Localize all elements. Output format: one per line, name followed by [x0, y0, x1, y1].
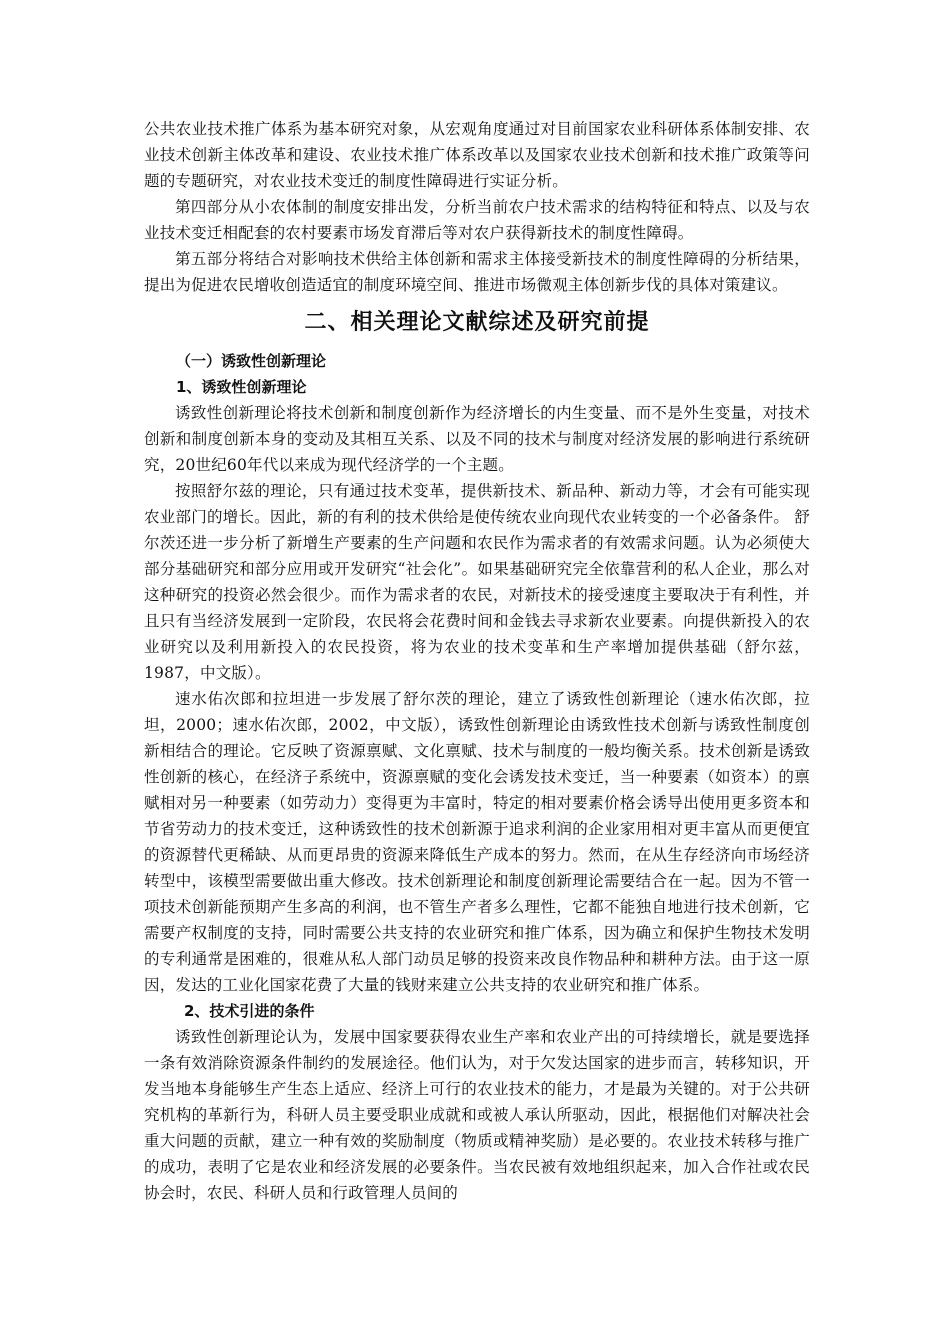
- paragraph-part-four: 第四部分从小农体制的制度安排出发，分析当前农户技术需求的结构特征和特点、以及与农业技术变迁相配套的农村要素市场发育滞后等对农户获得新技术的制度性障碍。: [144, 198, 810, 242]
- paragraph-schultz-theory: 按照舒尔兹的理论，只有通过技术变革，提供新技术、新品种、新动力等，才会有可能实现农业部门的增长。因此，新的有利的技术供给是使传统农业向现代农业转变的一个必备条件。 舒尔茨还进一步分析了新增生产要素的生产问题和农民作为需求者的有效需求问题。认为必须使大部分基础研究和部分应用或开发研究“社会化”。如果基础研究完全依靠营利的私人企业，那么对这种研究的投资必然会很少。而作为需求者的农民，对新技术的接受速度主要取决于有利性，并且只有当经济发展到一定阶段，农民将会花费时间和金钱去寻求新农业要素。向提供新投入的农业研究以及利用新投入的农民投资，将为农业的技术变革和生产率增加提供基础（舒尔兹，1987，中文版）。: [144, 482, 810, 682]
- paragraph-hayami-ruttan: 速水佑次郎和拉坦进一步发展了舒尔茨的理论，建立了诱致性创新理论（速水佑次郎，拉坦，2000；速水佑次郎，2002，中文版），诱致性创新理论由诱致性技术创新与诱致性制度创新相结合的理论。它反映了资源禀赋、文化禀赋、技术与制度的一般均衡关系。技术创新是诱致性创新的核心，在经济子系统中，资源禀赋的变化会诱发技术变迁，当一种要素（如资本）的禀赋相对另一种要素（如劳动力）变得更为丰富时，特定的相对要素价格会诱导出使用更多资本和节省劳动力的技术变迁，这种诱致性的技术创新源于追求利润的企业家用相对更丰富从而更便宜的资源替代更稀缺、从而更昂贵的资源来降低生产成本的努力。然而，在从生存经济向市场经济转型中，该模型需要做出重大修改。技术创新理论和制度创新理论需要结合在一起。因为不管一项技术创新能预期产生多高的利润，也不管生产者多么理性，它都不能独自地进行技术创新，它需要产权制度的支持，同时需要公共支持的农业研究和推广体系，因为确立和保护生物技术发明的专利通常是困难的，很难从私人部门动员足够的投资来改良作物品种和耕种方法。由于这一原因，发达的工业化国家花费了大量的钱财来建立公共支持的农业研究和推广体系。: [144, 690, 810, 994]
- paragraph-part-five: 第五部分将结合对影响技术供给主体创新和需求主体接受新技术的制度性障碍的分析结果，提出为促进农民增收创造适宜的制度环境空间、推进市场微观主体创新步伐的具体对策建议。: [144, 250, 810, 294]
- section-title: 二、相关理论文献综述及研究前提: [304, 310, 650, 335]
- paragraph-continuation: 公共农业技术推广体系为基本研究对象，从宏观角度通过对目前国家农业科研体系体制安排、农业技术创新主体改革和建设、农业技术推广体系改革以及国家农业技术创新和技术推广政策等问题的专题研究，对农业技术变迁的制度性障碍进行实证分析。: [144, 120, 810, 190]
- document-page: [144, 116, 810, 1206]
- sub-subsection-title-2: 2、技术引进的条件: [184, 1002, 315, 1020]
- subsection-title: （一）诱致性创新理论: [176, 352, 327, 370]
- paragraph-induced-innovation-intro: 诱致性创新理论将技术创新和制度创新作为经济增长的内生变量、而不是外生变量，对技术创新和制度创新本身的变动及其相互关系、以及不同的技术与制度对经济发展的影响进行系统研究，20世纪60年代以来成为现代经济学的一个主题。: [144, 404, 810, 474]
- paragraph-technology-transfer: 诱致性创新理论认为，发展中国家要获得农业生产率和农业产出的可持续增长，就是要选择一条有效消除资源条件制约的发展途径。他们认为，对于欠发达国家的进步而言，转移知识，开发当地本身能够生产生态上适应、经济上可行的农业技术的能力，才是最为关键的。对于公共研究机构的革新行为，科研人员主要受职业成就和或被人承认所驱动，因此，根据他们对解决社会重大问题的贡献，建立一种有效的奖励制度（物质或精神奖励）是必要的。农业技术转移与推广的成功，表明了它是农业和经济发展的必要条件。当农民被有效地组织起来，加入合作社或农民协会时，农民、科研人员和行政管理人员间的: [144, 1028, 810, 1202]
- sub-subsection-title-1: 1、诱致性创新理论: [176, 378, 307, 396]
